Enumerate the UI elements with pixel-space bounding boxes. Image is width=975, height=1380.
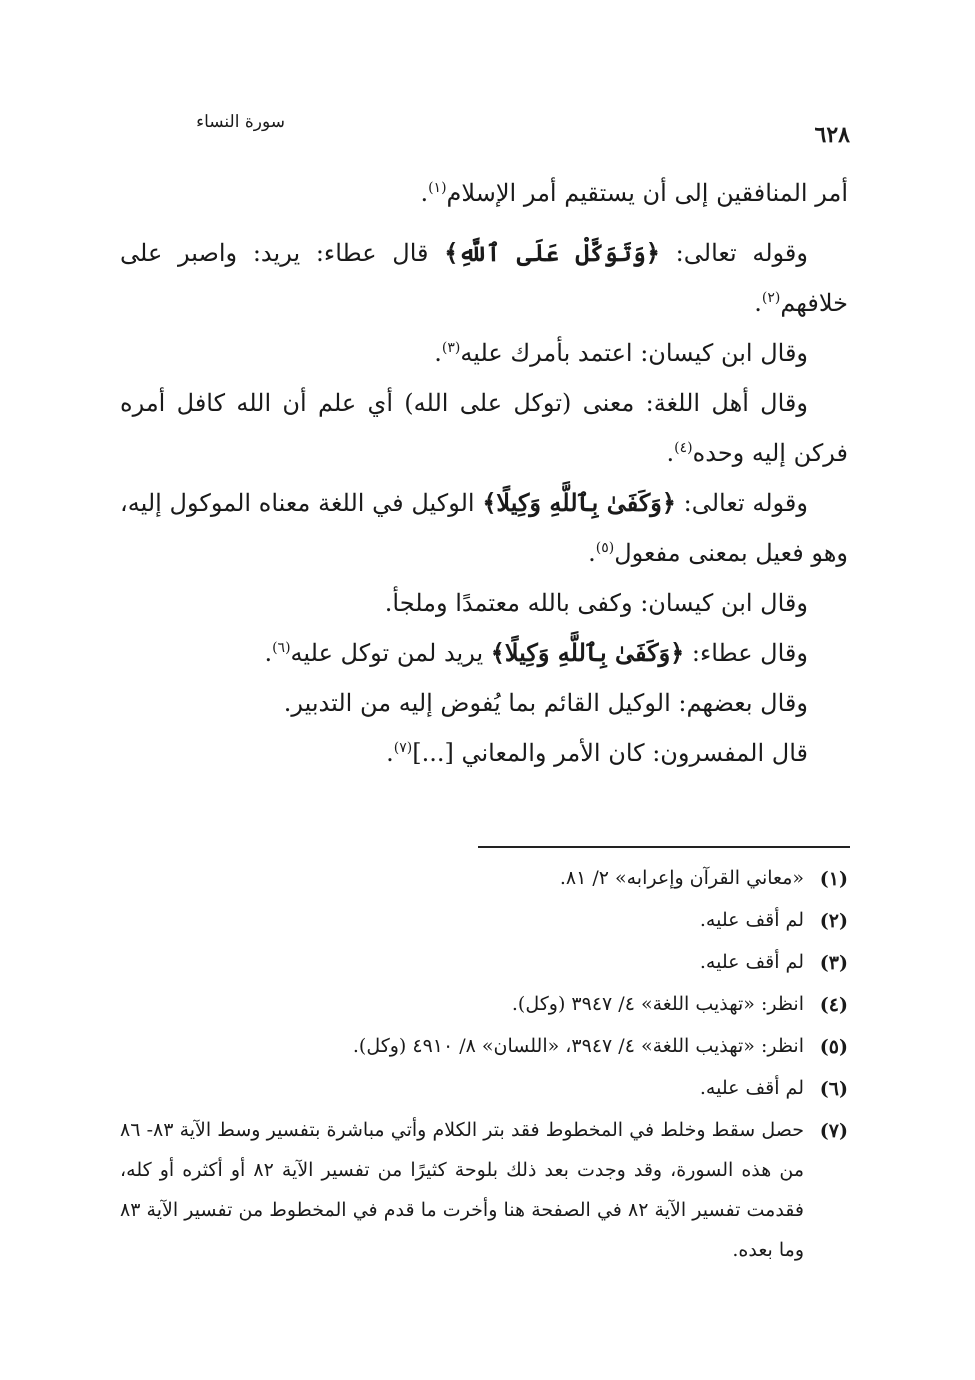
period: .	[264, 639, 273, 667]
period: .	[386, 739, 394, 767]
paragraph-text: وقال عطاء:	[684, 639, 808, 667]
paragraph-2	[120, 228, 848, 328]
paragraph-5	[120, 478, 848, 578]
paragraph-4	[120, 378, 848, 478]
footnote-number: (٤)	[819, 994, 848, 1016]
footnote-number: (١)	[819, 868, 848, 890]
period: .	[754, 289, 762, 317]
paragraph-text: الوكيل في اللغة معناه الموكول إليه، وهو فعيل بمعنى مفعول	[120, 489, 848, 567]
footnote-number: (٣)	[819, 952, 848, 974]
footnote-1	[120, 858, 848, 900]
period: .	[434, 339, 442, 367]
footnote-4	[120, 984, 848, 1026]
footnote-number: (٧)	[819, 1120, 848, 1142]
footnote-2	[120, 900, 848, 942]
paragraph-text: أمر المنافقين إلى أن يستقيم أمر الإسلام	[446, 179, 848, 207]
footnote-ref: (٤)	[674, 440, 693, 456]
footnotes	[120, 858, 848, 1270]
surah-title: سورة النساء	[196, 112, 285, 132]
footnote-number: (٦)	[819, 1078, 848, 1100]
footnote-text: لم أقف عليه.	[699, 909, 804, 931]
paragraph-text: وقال بعضهم: الوكيل القائم بما يُفوض إليه من التدبير.	[283, 689, 808, 717]
quran-verse: ﴿وَكَفَىٰ بِٱللَّهِ وَكِيلًا﴾	[482, 488, 676, 517]
quran-verse: ﴿وَكَفَىٰ بِٱللَّهِ وَكِيلًا﴾	[490, 638, 685, 667]
page-number: ٦٢٨	[814, 122, 850, 148]
quran-verse: ﴿وَتَوَكَّلْ عَلَى ٱللَّهِ﴾	[444, 238, 660, 267]
paragraph-6	[120, 578, 848, 628]
footnote-ref: (٣)	[441, 340, 461, 356]
paragraph-text: وقال ابن كيسان: وكفى بالله معتمدًا وملجأ.	[384, 589, 808, 617]
running-header	[120, 112, 850, 152]
main-text	[120, 168, 848, 778]
paragraph-text: قال المفسرون: كان الأمر والمعاني [...]	[412, 739, 808, 767]
footnote-text: حصل سقط وخلط في المخطوط فقد بتر الكلام وأتي مباشرة بتفسير وسط الآية ٨٣- ٨٦ من هذه السورة، وقد وجدت بعد ذلك بلوحة كثيرًا من تفسير الآية ٨٢ أو أكثره أو كله، فقدمت تفسير الآية ٨٢ في الصفحة هنا وأخرت ما قدم في المخطوط من تفسير الآية ٨٣ وما بعده.	[120, 1119, 804, 1261]
footnote-text: «معاني القرآن وإعرابه» ٢/ ٨١.	[559, 867, 804, 889]
footnote-7	[120, 1110, 848, 1270]
paragraph-text: وقال أهل اللغة: معنى (توكل على الله) أي علم أن الله كافل أمره فركن إليه وحده	[120, 389, 848, 467]
footnote-text: انظر: «تهذيب اللغة» ٤/ ٣٩٤٧، «اللسان» ٨/ ٤٩١٠ (وكل).	[352, 1035, 804, 1057]
footnote-5	[120, 1026, 848, 1068]
paragraph-text: يريد لمن توكل عليه	[290, 639, 491, 667]
footnote-ref: (٦)	[272, 640, 291, 656]
period: .	[420, 179, 429, 207]
paragraph-3	[120, 328, 848, 378]
paragraph-9	[120, 728, 848, 778]
paragraph-8	[120, 678, 848, 728]
paragraph-text: وقوله تعالى:	[675, 489, 808, 517]
paragraph-text: وقوله تعالى:	[659, 239, 808, 267]
footnote-number: (٢)	[819, 910, 848, 932]
footnote-text: لم أقف عليه.	[699, 1077, 804, 1099]
paragraph-text: وقال ابن كيسان: اعتمد بأمرك عليه	[460, 339, 808, 367]
footnote-ref: (٥)	[595, 540, 615, 556]
footnote-ref: (٧)	[393, 740, 413, 756]
footnote-ref: (٢)	[761, 290, 781, 306]
paragraph-7	[120, 628, 848, 678]
footnote-3	[120, 942, 848, 984]
paragraph-text: قال عطاء: يريد: واصبر على خلافهم	[120, 239, 848, 317]
footnote-6	[120, 1068, 848, 1110]
footnote-ref: (١)	[428, 180, 447, 196]
period: .	[666, 439, 675, 467]
footnote-text: انظر: «تهذيب اللغة» ٤/ ٣٩٤٧ (وكل).	[511, 993, 804, 1015]
footnote-text: لم أقف عليه.	[699, 951, 804, 973]
footnote-divider	[478, 846, 850, 848]
paragraph-1	[120, 168, 848, 218]
period: .	[588, 539, 596, 567]
footnote-number: (٥)	[819, 1036, 848, 1058]
